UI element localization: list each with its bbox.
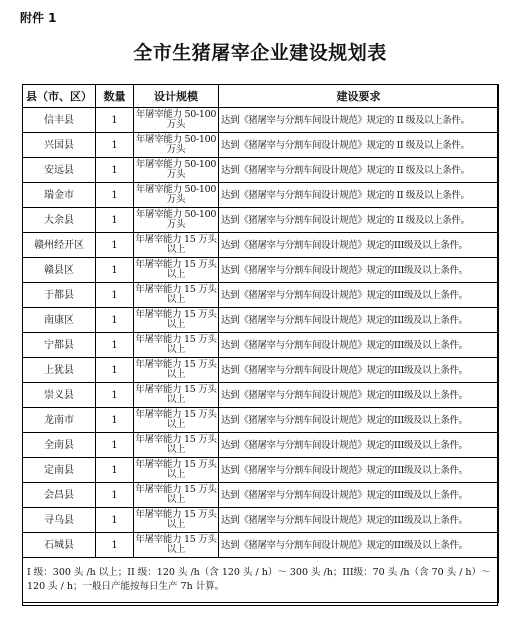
cell-requirement: 达到《猪屠宰与分割车间设计规范》规定的 II 级及以上条件。 xyxy=(219,158,499,183)
cell-county: 安远县 xyxy=(23,158,96,183)
cell-requirement: 达到《猪屠宰与分割车间设计规范》规定的III级及以上条件。 xyxy=(219,308,499,333)
cell-count: 1 xyxy=(96,383,134,408)
cell-county: 上犹县 xyxy=(23,358,96,383)
cell-requirement: 达到《猪屠宰与分割车间设计规范》规定的 II 级及以上条件。 xyxy=(219,108,499,133)
cell-county: 定南县 xyxy=(23,458,96,483)
cell-count: 1 xyxy=(96,433,134,458)
cell-county: 寻乌县 xyxy=(23,508,96,533)
cell-county: 兴国县 xyxy=(23,133,96,158)
cell-count: 1 xyxy=(96,283,134,308)
cell-requirement: 达到《猪屠宰与分割车间设计规范》规定的III级及以上条件。 xyxy=(219,383,499,408)
cell-capacity: 年屠宰能力 15 万头以上 xyxy=(134,533,219,558)
cell-count: 1 xyxy=(96,458,134,483)
header-count: 数量 xyxy=(96,85,134,108)
header-county: 县（市、区） xyxy=(23,85,96,108)
cell-county: 龙南市 xyxy=(23,408,96,433)
cell-requirement: 达到《猪屠宰与分割车间设计规范》规定的III级及以上条件。 xyxy=(219,458,499,483)
cell-count: 1 xyxy=(96,358,134,383)
cell-county: 南康区 xyxy=(23,308,96,333)
cell-capacity: 年屠宰能力 50-100 万头 xyxy=(134,108,219,133)
cell-capacity: 年屠宰能力 15 万头以上 xyxy=(134,458,219,483)
cell-count: 1 xyxy=(96,308,134,333)
cell-county: 赣州经开区 xyxy=(23,233,96,258)
cell-requirement: 达到《猪屠宰与分割车间设计规范》规定的III级及以上条件。 xyxy=(219,258,499,283)
cell-requirement: 达到《猪屠宰与分割车间设计规范》规定的III级及以上条件。 xyxy=(219,233,499,258)
cell-requirement: 达到《猪屠宰与分割车间设计规范》规定的 II 级及以上条件。 xyxy=(219,133,499,158)
header-requirement: 建设要求 xyxy=(219,85,499,108)
cell-requirement: 达到《猪屠宰与分割车间设计规范》规定的III级及以上条件。 xyxy=(219,358,499,383)
cell-capacity: 年屠宰能力 50-100 万头 xyxy=(134,208,219,233)
cell-count: 1 xyxy=(96,508,134,533)
cell-count: 1 xyxy=(96,408,134,433)
header-capacity: 设计规模 xyxy=(134,85,219,108)
cell-capacity: 年屠宰能力 15 万头以上 xyxy=(134,333,219,358)
cell-count: 1 xyxy=(96,133,134,158)
cell-count: 1 xyxy=(96,208,134,233)
cell-capacity: 年屠宰能力 15 万头以上 xyxy=(134,358,219,383)
cell-requirement: 达到《猪屠宰与分割车间设计规范》规定的III级及以上条件。 xyxy=(219,508,499,533)
cell-county: 瑞金市 xyxy=(23,183,96,208)
cell-county: 于都县 xyxy=(23,283,96,308)
cell-count: 1 xyxy=(96,333,134,358)
cell-county: 石城县 xyxy=(23,533,96,558)
cell-capacity: 年屠宰能力 15 万头以上 xyxy=(134,433,219,458)
cell-county: 大余县 xyxy=(23,208,96,233)
cell-capacity: 年屠宰能力 15 万头以上 xyxy=(134,258,219,283)
cell-capacity: 年屠宰能力 15 万头以上 xyxy=(134,283,219,308)
attachment-label: 附件 1 xyxy=(20,11,57,25)
cell-capacity: 年屠宰能力 15 万头以上 xyxy=(134,408,219,433)
cell-requirement: 达到《猪屠宰与分割车间设计规范》规定的III级及以上条件。 xyxy=(219,533,499,558)
cell-count: 1 xyxy=(96,258,134,283)
cell-county: 会昌县 xyxy=(23,483,96,508)
cell-requirement: 达到《猪屠宰与分割车间设计规范》规定的III级及以上条件。 xyxy=(219,433,499,458)
page-title: 全市生猪屠宰企业建设规划表 xyxy=(133,42,387,64)
cell-county: 赣县区 xyxy=(23,258,96,283)
cell-requirement: 达到《猪屠宰与分割车间设计规范》规定的 II 级及以上条件。 xyxy=(219,208,499,233)
cell-count: 1 xyxy=(96,483,134,508)
cell-count: 1 xyxy=(96,158,134,183)
cell-requirement: 达到《猪屠宰与分割车间设计规范》规定的III级及以上条件。 xyxy=(219,283,499,308)
table-outer-border xyxy=(22,84,498,606)
cell-requirement: 达到《猪屠宰与分割车间设计规范》规定的III级及以上条件。 xyxy=(219,333,499,358)
cell-requirement: 达到《猪屠宰与分割车间设计规范》规定的III级及以上条件。 xyxy=(219,483,499,508)
cell-count: 1 xyxy=(96,533,134,558)
cell-requirement: 达到《猪屠宰与分割车间设计规范》规定的III级及以上条件。 xyxy=(219,408,499,433)
cell-county: 全南县 xyxy=(23,433,96,458)
cell-count: 1 xyxy=(96,183,134,208)
cell-capacity: 年屠宰能力 15 万头以上 xyxy=(134,233,219,258)
cell-capacity: 年屠宰能力 15 万头以上 xyxy=(134,483,219,508)
cell-county: 宁都县 xyxy=(23,333,96,358)
cell-count: 1 xyxy=(96,233,134,258)
cell-capacity: 年屠宰能力 50-100 万头 xyxy=(134,183,219,208)
cell-capacity: 年屠宰能力 15 万头以上 xyxy=(134,383,219,408)
cell-requirement: 达到《猪屠宰与分割车间设计规范》规定的 II 级及以上条件。 xyxy=(219,183,499,208)
footnote: I 级：300 头 /h 以上；II 级：120 头 /h（含 120 头 / h）～ 300 头 /h；III级：70 头 /h（含 70 头 / h）～ 120 头 / h；一般日产能按每日生产 7h 计算。 xyxy=(23,558,499,603)
cell-count: 1 xyxy=(96,108,134,133)
cell-capacity: 年屠宰能力 50-100 万头 xyxy=(134,158,219,183)
cell-capacity: 年屠宰能力 15 万头以上 xyxy=(134,308,219,333)
cell-capacity: 年屠宰能力 15 万头以上 xyxy=(134,508,219,533)
cell-county: 信丰县 xyxy=(23,108,96,133)
cell-capacity: 年屠宰能力 50-100 万头 xyxy=(134,133,219,158)
cell-county: 崇义县 xyxy=(23,383,96,408)
